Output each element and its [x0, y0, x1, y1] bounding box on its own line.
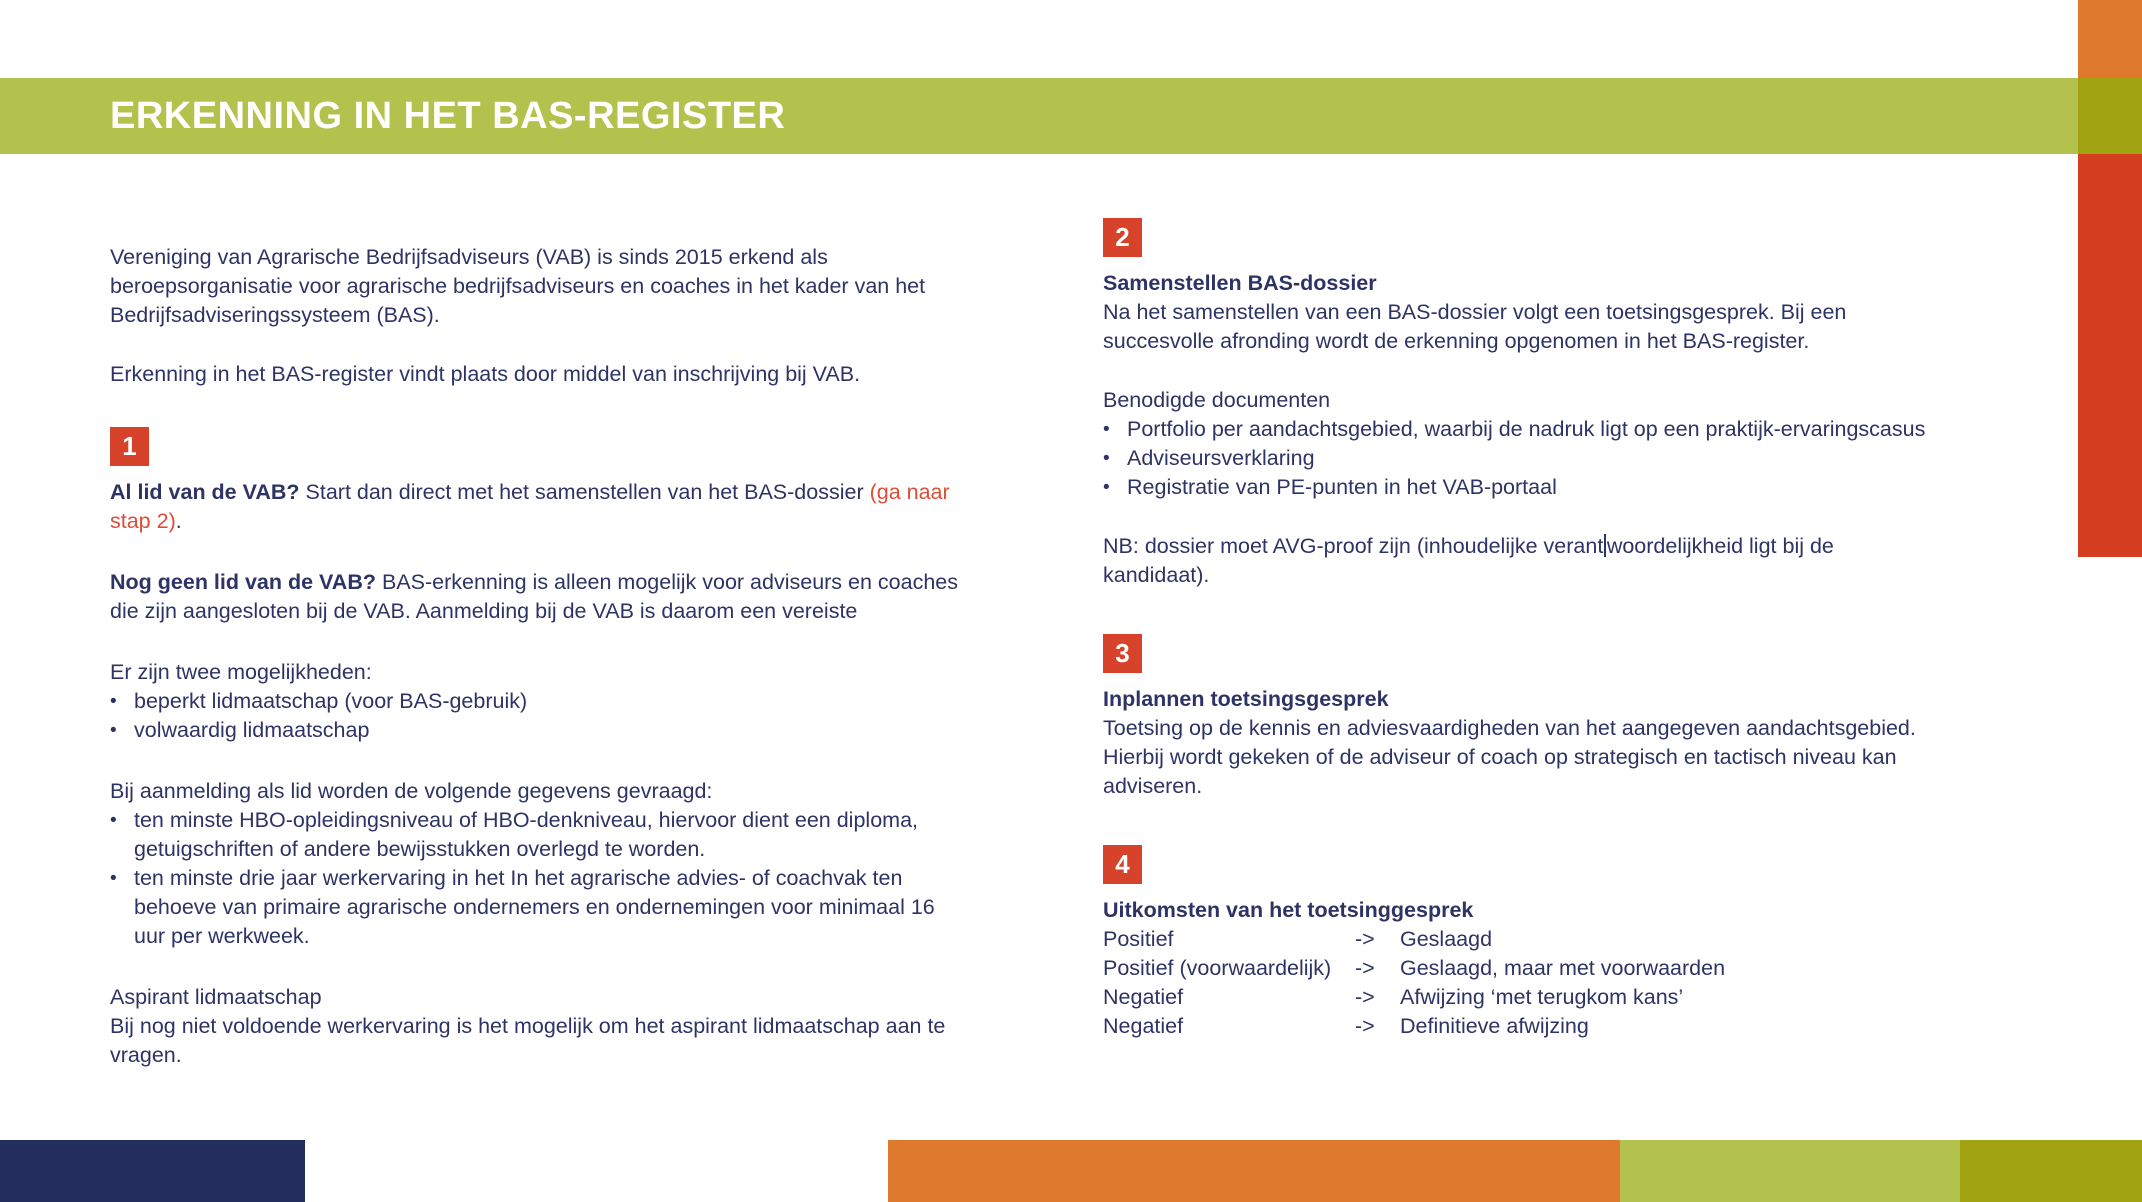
list-item	[1103, 444, 1943, 473]
outcome-cell: Positief	[1103, 927, 1174, 951]
outcome-cell: Negatief	[1103, 1014, 1184, 1038]
edge-orange-block	[2078, 0, 2142, 78]
step-3-badge: 3	[1103, 634, 1142, 673]
header-band	[0, 78, 2078, 154]
result-cell: Definitieve afwijzing	[1400, 1014, 1589, 1038]
outcomes-table	[1103, 925, 1943, 1041]
intro-paragraph-2: Erkenning in het BAS-register vindt plaats door middel van inschrijving bij VAB.	[110, 362, 861, 386]
bullet-icon: •	[110, 868, 117, 889]
bullet-icon: •	[1103, 477, 1110, 498]
requirement-label: ten minste drie jaar werkervaring in het In het agrarische advies- of coachvak ten behoeve van primaire agrarische ondernemers en ondernemingen voor minimaal 16 uur per werkweek.	[134, 866, 935, 948]
outcome-cell: Positief (voorwaardelijk)	[1103, 956, 1332, 980]
docs-title: Benodigde documenten	[1103, 388, 1331, 412]
left-column	[110, 243, 958, 1070]
result-cell: Geslaagd	[1400, 927, 1493, 951]
member-period: .	[175, 509, 182, 533]
nonmember-paragraph	[110, 568, 958, 626]
list-item	[110, 687, 958, 716]
result-cell: Geslaagd, maar met voorwaarden	[1400, 956, 1726, 980]
outcome-cell: Negatief	[1103, 985, 1184, 1009]
member-text: Start dan direct met het samenstellen van het BAS-dossier	[299, 480, 870, 504]
text-cursor	[1604, 534, 1606, 557]
step-4-badge: 4	[1103, 845, 1142, 884]
docs-list	[1103, 415, 1943, 502]
arrow-cell: ->	[1355, 985, 1375, 1009]
list-item	[1103, 415, 1943, 444]
list-item	[1103, 473, 1943, 502]
bullet-icon: •	[1103, 448, 1110, 469]
options-title: Er zijn twee mogelijkheden:	[110, 660, 372, 684]
aspirant-title: Aspirant lidmaatschap	[110, 985, 322, 1009]
options-list	[110, 687, 958, 745]
step-4-heading: Uitkomsten van het toetsinggesprek	[1103, 898, 1474, 922]
edge-olive-block	[2078, 78, 2142, 154]
intro-paragraph: Vereniging van Agrarische Bedrijfsadviseurs (VAB) is sinds 2015 erkend als beroepsorganisatie voor agrarische bedrijfsadviseurs en coaches in het kader van het Bedrijfsadviseringssysteem (BAS).	[110, 245, 926, 327]
nb-text-after: woordelijkheid ligt bij de kandidaat).	[1103, 534, 1834, 587]
doc-label: Registratie van PE-punten in het VAB-portaal	[1127, 475, 1557, 499]
step-3-body: Toetsing op de kennis en adviesvaardigheden van het aangegeven aandachtsgebied. Hierbij wordt gekeken of de adviseur of coach op strategisch en tactisch niveau kan adviseren.	[1103, 716, 1916, 798]
list-item	[110, 806, 958, 864]
list-item	[110, 716, 958, 745]
bullet-icon: •	[110, 810, 117, 831]
requirements-list	[110, 806, 958, 951]
member-question: Al lid van de VAB?	[110, 480, 300, 504]
bullet-icon: •	[1103, 419, 1110, 440]
aspirant-text: Bij nog niet voldoende werkervaring is het mogelijk om het aspirant lidmaatschap aan te vragen.	[110, 1014, 946, 1067]
step-2-heading: Samenstellen BAS-dossier	[1103, 271, 1377, 295]
nonmember-text: BAS-erkenning is alleen mogelijk voor adviseurs en coaches die zijn aangesloten bij de VAB. Aanmelding bij de VAB is daarom een vereiste	[110, 570, 959, 623]
option-label: beperkt lidmaatschap (voor BAS-gebruik)	[134, 689, 528, 713]
page-title: ERKENNING IN HET BAS-REGISTER	[110, 95, 786, 137]
arrow-cell: ->	[1355, 927, 1375, 951]
member-paragraph	[110, 478, 958, 536]
nb-paragraph	[1103, 532, 1943, 590]
bottom-bar-green	[1620, 1140, 1960, 1202]
right-column	[1103, 218, 1943, 1041]
step-2-body: Na het samenstellen van een BAS-dossier volgt een toetsingsgesprek. Bij een succesvolle afronding wordt de erkenning opgenomen in het BAS-register.	[1103, 300, 1847, 353]
arrow-cell: ->	[1355, 956, 1375, 980]
nb-text-before: NB: dossier moet AVG-proof zijn (inhoudelijke verant	[1103, 534, 1604, 558]
bottom-bar-navy	[0, 1140, 305, 1202]
step-2-badge: 2	[1103, 218, 1142, 257]
doc-label: Portfolio per aandachtsgebied, waarbij de nadruk ligt op een praktijk-ervaringscasus	[1127, 417, 1926, 441]
step-3-heading: Inplannen toetsingsgesprek	[1103, 687, 1389, 711]
step-2-link[interactable]: (ga naar stap 2)	[110, 480, 950, 533]
arrow-cell: ->	[1355, 1014, 1375, 1038]
doc-label: Adviseursverklaring	[1127, 446, 1315, 470]
bottom-bar-orange	[888, 1140, 1620, 1202]
nonmember-question: Nog geen lid van de VAB?	[110, 570, 376, 594]
option-label: volwaardig lidmaatschap	[134, 718, 370, 742]
requirements-title: Bij aanmelding als lid worden de volgende gegevens gevraagd:	[110, 779, 713, 803]
requirement-label: ten minste HBO-opleidingsniveau of HBO-denkniveau, hiervoor dient een diploma, getuigschriften of andere bewijsstukken overlegd te worden.	[134, 808, 918, 861]
result-cell: Afwijzing ‘met terugkom kans’	[1400, 985, 1684, 1009]
bottom-bar-olive	[1960, 1140, 2142, 1202]
list-item	[110, 864, 958, 951]
bullet-icon: •	[110, 720, 117, 741]
step-1-badge: 1	[110, 427, 149, 466]
edge-red-block	[2078, 154, 2142, 557]
bullet-icon: •	[110, 691, 117, 712]
